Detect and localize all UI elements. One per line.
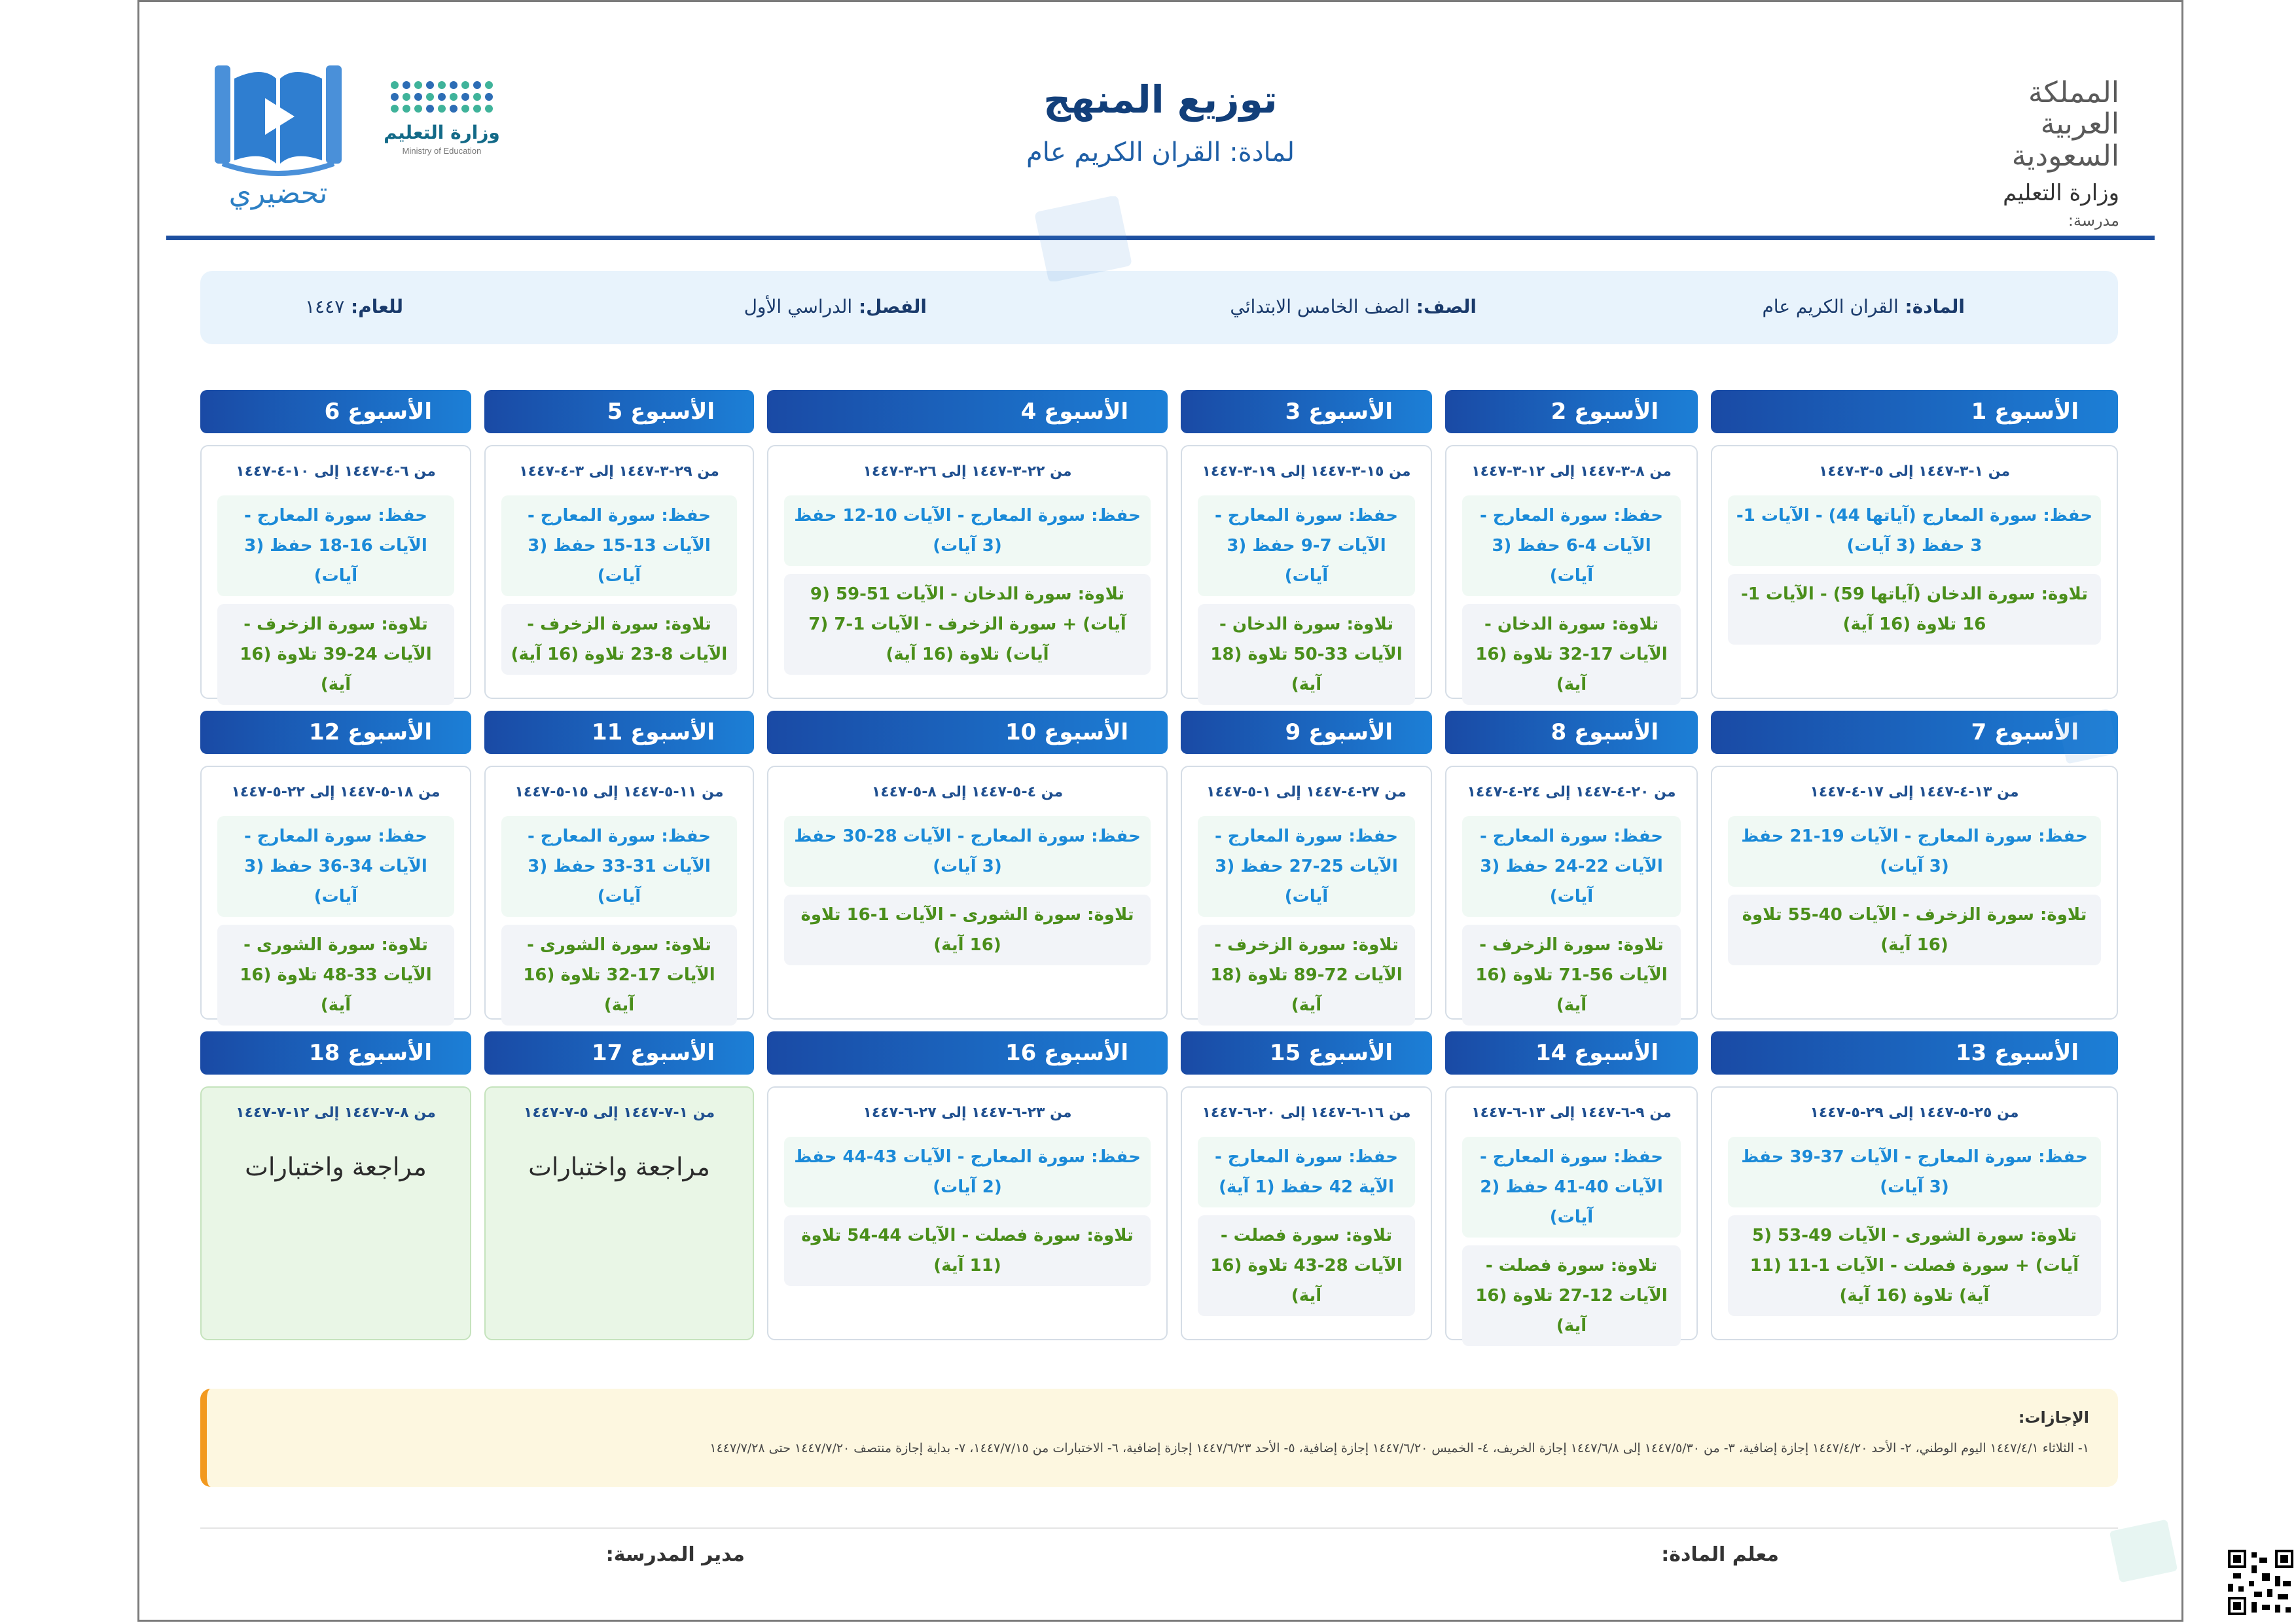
memorization-item: حفظ: سورة المعارج - الآيات 40-41 حفظ (2 آيات) bbox=[1462, 1137, 1681, 1238]
week-card bbox=[1181, 445, 1432, 699]
week-card bbox=[1711, 766, 2118, 1020]
week-date: من ٤-٥-١٤٤٧ إلى ٨-٥-١٤٤٧ bbox=[871, 784, 1064, 800]
watermark-icon bbox=[2055, 707, 2121, 766]
review-text: مراجعة واختبارات bbox=[245, 1152, 427, 1181]
memorization-item: حفظ: سورة المعارج - الآيات 34-36 حفظ (3 آيات) bbox=[217, 816, 454, 917]
qr-code-icon[interactable] bbox=[2228, 1550, 2293, 1615]
memorization-item: حفظ: سورة المعارج (آياتها 44) - الآيات 1-3 حفظ (3 آيات) bbox=[1728, 495, 2101, 566]
recitation-item: تلاوة: سورة الدخان (آياتها 59) - الآيات 1-16 تلاوة (16 آية) bbox=[1728, 574, 2101, 645]
recitation-item: تلاوة: سورة الدخان - الآيات 17-32 تلاوة (16 آية) bbox=[1462, 604, 1681, 705]
week-date: من ٢٠-٤-١٤٤٧ إلى ٢٤-٤-١٤٤٧ bbox=[1467, 784, 1676, 800]
week-header: الأسبوع 10 bbox=[767, 711, 1168, 754]
week-date: من ٢٢-٣-١٤٤٧ إلى ٢٦-٣-١٤٤٧ bbox=[863, 463, 1072, 480]
recitation-item: تلاوة: سورة الشورى - الآيات 1-16 تلاوة (16 آية) bbox=[784, 895, 1151, 965]
week-date: من ٢٣-٦-١٤٤٧ إلى ٢٧-٦-١٤٤٧ bbox=[863, 1105, 1072, 1121]
week-header: الأسبوع 7 bbox=[1711, 711, 2118, 754]
week-header: الأسبوع 1 bbox=[1711, 390, 2118, 433]
footer-rule bbox=[200, 1527, 2118, 1529]
week-date: من ١-٣-١٤٤٧ إلى ٥-٣-١٤٤٧ bbox=[1818, 463, 2011, 480]
memorization-item: حفظ: سورة المعارج - الآيات 4-6 حفظ (3 آيات) bbox=[1462, 495, 1681, 596]
memorization-item: حفظ: سورة المعارج - الآيات 13-15 حفظ (3 آيات) bbox=[501, 495, 737, 596]
week-header: الأسبوع 12 bbox=[200, 711, 471, 754]
subject-info bbox=[1762, 296, 1965, 317]
holidays-text: ١- الثلاثاء ١٤٤٧/٤/١ اليوم الوطني، ٢- الأحد ١٤٤٧/٤/٢٠ إجازة إضافية، ٣- من ١٤٤٧/٥/٣٠ إلى ١٤٤٧/٦/٨ إجازة الخريف، ٤- الخميس ١٤٤٧/٦/٢٠ إجازة إضافية، ٥- الأحد ١٤٤٧/٦/٢٣ إجازة إضافية، ٦- الاختبارات من ١٤٤٧/٧/١٥، ٧- بداية إجازة منتصف ١٤٤٧/٧/٢٠ حتى ١٤٤٧/٧/٢٨ bbox=[709, 1441, 2089, 1455]
week-card bbox=[1181, 1086, 1432, 1340]
page-title: توزيع المنهج bbox=[1043, 77, 1278, 122]
week-card bbox=[200, 445, 471, 699]
week-date: من ١٦-٦-١٤٤٧ إلى ٢٠-٦-١٤٤٧ bbox=[1202, 1105, 1411, 1121]
moe-english: Ministry of Education bbox=[402, 146, 482, 156]
week-date: من ٨-٧-١٤٤٧ إلى ١٢-٧-١٤٤٧ bbox=[236, 1105, 436, 1121]
week-card-review bbox=[484, 1086, 754, 1340]
term-label: الفصل: bbox=[858, 296, 927, 317]
moe-name: وزارة التعليم bbox=[384, 122, 500, 143]
book-play-icon bbox=[203, 52, 353, 177]
recitation-item: تلاوة: سورة الدخان - الآيات 51-59 (9 آيات) + سورة الزخرف - الآيات 1-7 (7 آيات) تلاوة (16 آية) bbox=[784, 574, 1151, 675]
watermark-icon bbox=[1034, 196, 1132, 281]
moe-logo bbox=[380, 81, 504, 156]
recitation-item: تلاوة: سورة الزخرف - الآيات 56-71 تلاوة (16 آية) bbox=[1462, 925, 1681, 1026]
term-value: الدراسي الأول bbox=[744, 296, 853, 317]
week-card bbox=[1445, 1086, 1698, 1340]
recitation-item: تلاوة: سورة الشورى - الآيات 17-32 تلاوة (16 آية) bbox=[501, 925, 737, 1026]
week-date: من ١-٧-١٤٤٧ إلى ٥-٧-١٤٤٧ bbox=[523, 1105, 715, 1121]
watermark-icon bbox=[2108, 1518, 2179, 1584]
week-date: من ٢٩-٣-١٤٤٧ إلى ٣-٤-١٤٤٧ bbox=[519, 463, 719, 480]
holidays-box bbox=[200, 1389, 2118, 1487]
memorization-item: حفظ: سورة المعارج - الآيات 43-44 حفظ (2 آيات) bbox=[784, 1137, 1151, 1207]
week-card bbox=[1445, 445, 1698, 699]
week-card bbox=[1711, 445, 2118, 699]
week-header: الأسبوع 16 bbox=[767, 1031, 1168, 1075]
recitation-item: تلاوة: سورة فصلت - الآيات 12-27 تلاوة (16 آية) bbox=[1462, 1245, 1681, 1346]
week-date: من ١٥-٣-١٤٤٧ إلى ١٩-٣-١٤٤٧ bbox=[1202, 463, 1411, 480]
week-date: من ٢٥-٥-١٤٤٧ إلى ٢٩-٥-١٤٤٧ bbox=[1810, 1105, 2019, 1121]
recitation-item: تلاوة: سورة الزخرف - الآيات 40-55 تلاوة (16 آية) bbox=[1728, 895, 2101, 965]
recitation-item: تلاوة: سورة فصلت - الآيات 44-54 تلاوة (11 آية) bbox=[784, 1215, 1151, 1286]
week-header: الأسبوع 18 bbox=[200, 1031, 471, 1075]
week-header: الأسبوع 2 bbox=[1445, 390, 1698, 433]
teacher-signature-label: معلم المادة: bbox=[1661, 1543, 1779, 1566]
memorization-item: حفظ: سورة المعارج - الآيات 37-39 حفظ (3 آيات) bbox=[1728, 1137, 2101, 1207]
subject-label: المادة: bbox=[1905, 296, 1965, 317]
week-card-review bbox=[200, 1086, 471, 1340]
week-header: الأسبوع 13 bbox=[1711, 1031, 2118, 1075]
memorization-item: حفظ: سورة المعارج - الآيات 16-18 حفظ (3 آيات) bbox=[217, 495, 454, 596]
year-value: ١٤٤٧ bbox=[305, 296, 345, 317]
memorization-item: حفظ: سورة المعارج - الآيات 22-24 حفظ (3 آيات) bbox=[1462, 816, 1681, 917]
week-header: الأسبوع 14 bbox=[1445, 1031, 1698, 1075]
week-card bbox=[767, 766, 1168, 1020]
recitation-item: تلاوة: سورة الشورى - الآيات 33-48 تلاوة (16 آية) bbox=[217, 925, 454, 1026]
week-card bbox=[1445, 766, 1698, 1020]
page-subtitle: لمادة: القران الكريم عام bbox=[1026, 137, 1295, 168]
memorization-item: حفظ: سورة المعارج - الآيات 25-27 حفظ (3 آيات) bbox=[1198, 816, 1415, 917]
grade-info bbox=[1230, 296, 1477, 317]
week-date: من ٩-٦-١٤٤٧ إلى ١٣-٦-١٤٤٧ bbox=[1471, 1105, 1672, 1121]
kingdom-name: المملكة العربية السعودية bbox=[2011, 76, 2119, 173]
week-header: الأسبوع 6 bbox=[200, 390, 471, 433]
year-label: للعام: bbox=[351, 296, 403, 317]
week-header: الأسبوع 11 bbox=[484, 711, 754, 754]
holidays-title: الإجازات: bbox=[2018, 1408, 2089, 1427]
recitation-item: تلاوة: سورة فصلت - الآيات 28-43 تلاوة (16 آية) bbox=[1198, 1215, 1415, 1316]
week-header: الأسبوع 4 bbox=[767, 390, 1168, 433]
year-info bbox=[305, 296, 403, 317]
week-card bbox=[1181, 766, 1432, 1020]
week-card bbox=[767, 1086, 1168, 1340]
week-date: من ١١-٥-١٤٤٧ إلى ١٥-٥-١٤٤٧ bbox=[514, 784, 724, 800]
memorization-item: حفظ: سورة المعارج - الآيات 31-33 حفظ (3 آيات) bbox=[501, 816, 737, 917]
week-card bbox=[1711, 1086, 2118, 1340]
recitation-item: تلاوة: سورة الدخان - الآيات 33-50 تلاوة (18 آية) bbox=[1198, 604, 1415, 705]
week-date: من ٨-٣-١٤٤٧ إلى ١٢-٣-١٤٤٧ bbox=[1471, 463, 1672, 480]
week-card bbox=[200, 766, 471, 1020]
week-header: الأسبوع 5 bbox=[484, 390, 754, 433]
week-card bbox=[484, 766, 754, 1020]
moe-emblem-icon bbox=[380, 81, 504, 113]
principal-signature-label: مدير المدرسة: bbox=[605, 1543, 745, 1566]
recitation-item: تلاوة: سورة الزخرف - الآيات 8-23 تلاوة (16 آية) bbox=[501, 604, 737, 675]
tahdiri-logo bbox=[203, 52, 353, 210]
document-header bbox=[137, 0, 2183, 242]
grade-value: الصف الخامس الابتدائي bbox=[1230, 296, 1410, 317]
week-header: الأسبوع 8 bbox=[1445, 711, 1698, 754]
school-label: مدرسة: bbox=[2068, 211, 2119, 230]
memorization-item: حفظ: سورة المعارج - الآيات 10-12 حفظ (3 آيات) bbox=[784, 495, 1151, 566]
review-text: مراجعة واختبارات bbox=[528, 1152, 710, 1181]
memorization-item: حفظ: سورة المعارج - الآية 42 حفظ (1 آية) bbox=[1198, 1137, 1415, 1207]
subject-value: القران الكريم عام bbox=[1762, 296, 1899, 317]
brand-name: تحضيري bbox=[228, 177, 328, 210]
recitation-item: تلاوة: سورة الزخرف - الآيات 72-89 تلاوة (18 آية) bbox=[1198, 925, 1415, 1026]
recitation-item: تلاوة: سورة الشورى - الآيات 49-53 (5 آيات) + سورة فصلت - الآيات 1-11 (11 آية) تلاوة (16 آية) bbox=[1728, 1215, 2101, 1316]
week-card bbox=[484, 445, 754, 699]
week-card bbox=[767, 445, 1168, 699]
week-header: الأسبوع 9 bbox=[1181, 711, 1432, 754]
logos bbox=[203, 52, 511, 223]
week-header: الأسبوع 3 bbox=[1181, 390, 1432, 433]
grade-label: الصف: bbox=[1416, 296, 1477, 317]
week-date: من ١٣-٤-١٤٤٧ إلى ١٧-٤-١٤٤٧ bbox=[1810, 784, 2019, 800]
week-date: من ٦-٤-١٤٤٧ إلى ١٠-٤-١٤٤٧ bbox=[236, 463, 436, 480]
ministry-name: وزارة التعليم bbox=[2003, 180, 2119, 207]
memorization-item: حفظ: سورة المعارج - الآيات 7-9 حفظ (3 آيات) bbox=[1198, 495, 1415, 596]
week-date: من ١٨-٥-١٤٤٧ إلى ٢٢-٥-١٤٤٧ bbox=[231, 784, 440, 800]
memorization-item: حفظ: سورة المعارج - الآيات 19-21 حفظ (3 آيات) bbox=[1728, 816, 2101, 887]
week-date: من ٢٧-٤-١٤٤٧ إلى ١-٥-١٤٤٧ bbox=[1206, 784, 1407, 800]
recitation-item: تلاوة: سورة الزخرف - الآيات 24-39 تلاوة (16 آية) bbox=[217, 604, 454, 705]
term-info bbox=[744, 296, 927, 317]
info-bar bbox=[200, 271, 2118, 344]
memorization-item: حفظ: سورة المعارج - الآيات 28-30 حفظ (3 آيات) bbox=[784, 816, 1151, 887]
header-rule bbox=[166, 236, 2155, 240]
week-header: الأسبوع 15 bbox=[1181, 1031, 1432, 1075]
week-header: الأسبوع 17 bbox=[484, 1031, 754, 1075]
